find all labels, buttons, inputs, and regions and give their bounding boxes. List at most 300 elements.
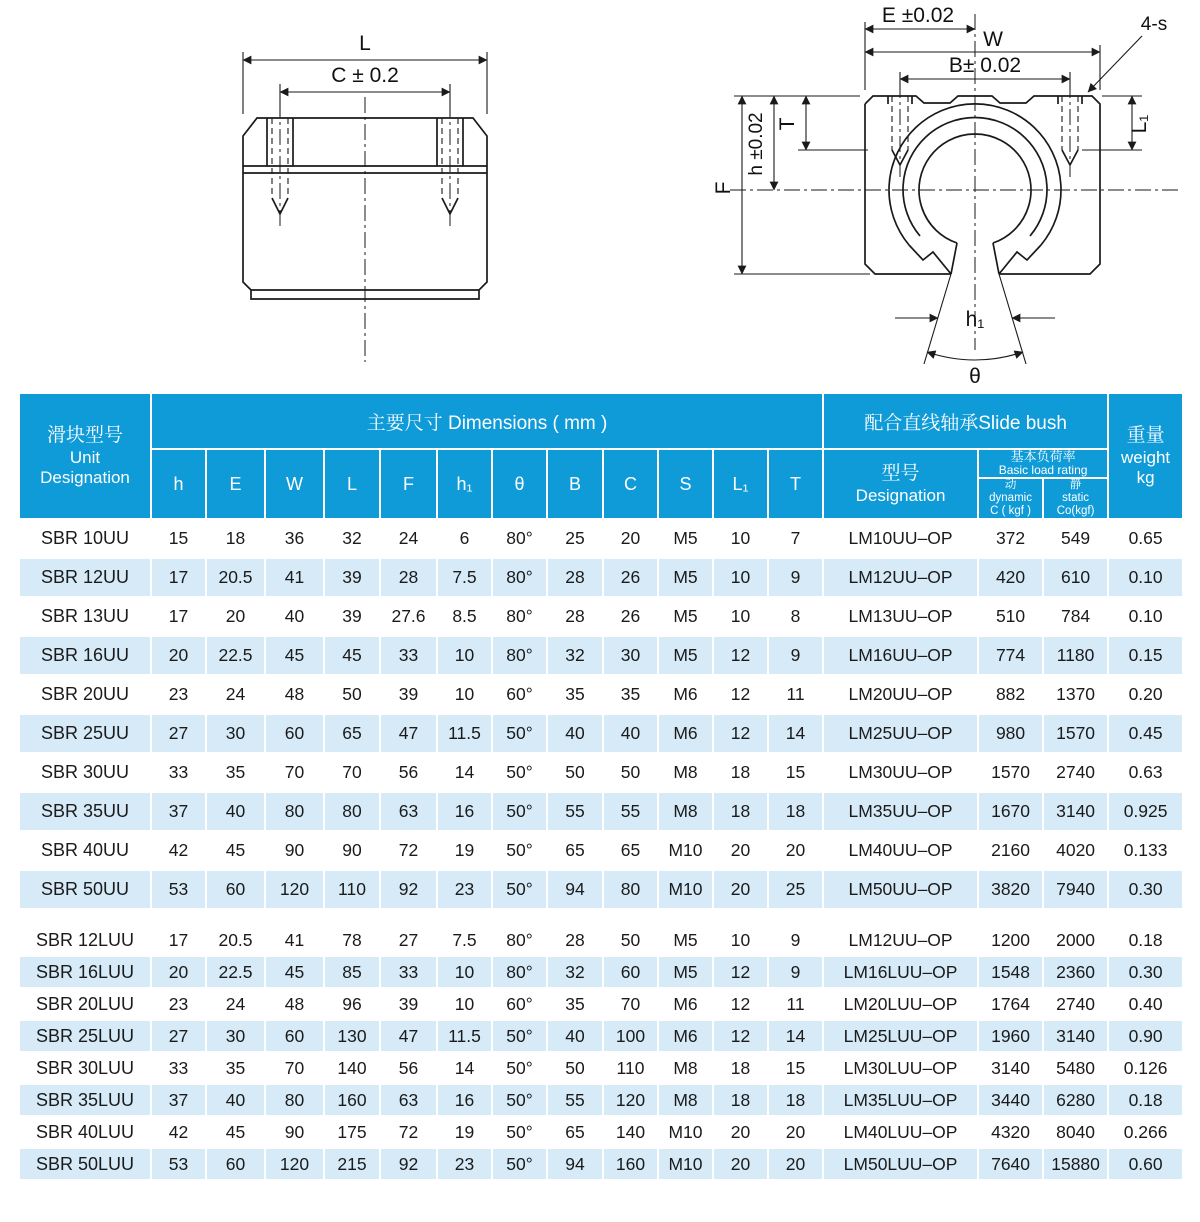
value-cell: 33 bbox=[380, 956, 437, 988]
value-cell: M5 bbox=[658, 558, 713, 597]
value-cell: 15 bbox=[768, 753, 823, 792]
model-cell: SBR 12UU bbox=[19, 558, 151, 597]
value-cell: 40 bbox=[547, 1020, 603, 1052]
value-cell: 372 bbox=[978, 519, 1043, 558]
header-col-theta: θ bbox=[492, 449, 547, 519]
value-cell: 20 bbox=[206, 597, 265, 636]
value-cell: 20 bbox=[768, 1116, 823, 1148]
value-cell: 55 bbox=[547, 792, 603, 831]
dim-label-b: B± 0.02 bbox=[948, 54, 1022, 77]
header-col-h: h bbox=[151, 449, 206, 519]
value-cell: 18 bbox=[206, 519, 265, 558]
value-cell: 0.65 bbox=[1108, 519, 1183, 558]
value-cell: 10 bbox=[437, 956, 492, 988]
value-cell: 20 bbox=[768, 831, 823, 870]
value-cell: 20 bbox=[151, 636, 206, 675]
value-cell: 50 bbox=[603, 924, 658, 956]
value-cell: 1764 bbox=[978, 988, 1043, 1020]
table-row bbox=[19, 956, 1183, 988]
value-cell: 37 bbox=[151, 792, 206, 831]
value-cell: 0.90 bbox=[1108, 1020, 1183, 1052]
value-cell: 80° bbox=[492, 636, 547, 675]
table-row bbox=[19, 831, 1183, 870]
value-cell: LM20UU–OP bbox=[823, 675, 978, 714]
value-cell: 10 bbox=[437, 675, 492, 714]
model-cell: SBR 20UU bbox=[19, 675, 151, 714]
value-cell: 5480 bbox=[1043, 1052, 1108, 1084]
value-cell: LM50UU–OP bbox=[823, 870, 978, 909]
value-cell: 37 bbox=[151, 1084, 206, 1116]
value-cell: 41 bbox=[265, 924, 324, 956]
value-cell: 15 bbox=[151, 519, 206, 558]
value-cell: 65 bbox=[603, 831, 658, 870]
value-cell: 80° bbox=[492, 597, 547, 636]
value-cell: 72 bbox=[380, 1116, 437, 1148]
value-cell: 80 bbox=[603, 870, 658, 909]
value-cell: 39 bbox=[324, 597, 380, 636]
value-cell: 12 bbox=[713, 1020, 768, 1052]
value-cell: 120 bbox=[265, 1148, 324, 1180]
value-cell: M8 bbox=[658, 1052, 713, 1084]
table-body bbox=[19, 519, 1183, 1180]
value-cell: 85 bbox=[324, 956, 380, 988]
value-cell: 18 bbox=[713, 753, 768, 792]
value-cell: 50° bbox=[492, 753, 547, 792]
value-cell: 110 bbox=[324, 870, 380, 909]
value-cell: 18 bbox=[713, 1084, 768, 1116]
value-cell: 48 bbox=[265, 988, 324, 1020]
value-cell: 140 bbox=[324, 1052, 380, 1084]
table-row bbox=[19, 753, 1183, 792]
value-cell: 39 bbox=[380, 988, 437, 1020]
value-cell: 45 bbox=[265, 956, 324, 988]
value-cell: 24 bbox=[380, 519, 437, 558]
value-cell: 4020 bbox=[1043, 831, 1108, 870]
value-cell: 130 bbox=[324, 1020, 380, 1052]
value-cell: 47 bbox=[380, 1020, 437, 1052]
value-cell: 50 bbox=[547, 1052, 603, 1084]
value-cell: 20 bbox=[713, 1148, 768, 1180]
value-cell: 50 bbox=[547, 753, 603, 792]
model-cell: SBR 13UU bbox=[19, 597, 151, 636]
header-dimensions-group: 主要尺寸 Dimensions ( mm ) bbox=[151, 393, 823, 449]
value-cell: 120 bbox=[265, 870, 324, 909]
value-cell: LM16UU–OP bbox=[823, 636, 978, 675]
value-cell: 53 bbox=[151, 870, 206, 909]
table-row bbox=[19, 675, 1183, 714]
model-cell: SBR 10UU bbox=[19, 519, 151, 558]
value-cell: 90 bbox=[265, 831, 324, 870]
value-cell: 25 bbox=[768, 870, 823, 909]
dim-label-l1: L₁ bbox=[1128, 114, 1151, 134]
table-row bbox=[19, 1116, 1183, 1148]
value-cell: 45 bbox=[324, 636, 380, 675]
value-cell: M5 bbox=[658, 597, 713, 636]
value-cell: 40 bbox=[206, 792, 265, 831]
value-cell: 26 bbox=[603, 558, 658, 597]
value-cell: 175 bbox=[324, 1116, 380, 1148]
table-row bbox=[19, 1020, 1183, 1052]
value-cell: M8 bbox=[658, 792, 713, 831]
value-cell: 6 bbox=[437, 519, 492, 558]
value-cell: 20.5 bbox=[206, 558, 265, 597]
value-cell: 17 bbox=[151, 558, 206, 597]
value-cell: 42 bbox=[151, 831, 206, 870]
value-cell: M10 bbox=[658, 870, 713, 909]
table-row bbox=[19, 988, 1183, 1020]
value-cell: 120 bbox=[603, 1084, 658, 1116]
value-cell: 12 bbox=[713, 714, 768, 753]
value-cell: 3440 bbox=[978, 1084, 1043, 1116]
value-cell: 60° bbox=[492, 675, 547, 714]
value-cell: 140 bbox=[603, 1116, 658, 1148]
value-cell: 2740 bbox=[1043, 988, 1108, 1020]
value-cell: 33 bbox=[380, 636, 437, 675]
value-cell: 60 bbox=[265, 714, 324, 753]
value-cell: 12 bbox=[713, 988, 768, 1020]
value-cell: 27 bbox=[151, 1020, 206, 1052]
value-cell: 15 bbox=[768, 1052, 823, 1084]
dim-label-t: T bbox=[776, 117, 799, 131]
model-cell: SBR 50LUU bbox=[19, 1148, 151, 1180]
value-cell: 33 bbox=[151, 1052, 206, 1084]
value-cell: 27 bbox=[151, 714, 206, 753]
value-cell: 80° bbox=[492, 956, 547, 988]
dim-label-h: h ±0.02 bbox=[746, 112, 767, 176]
value-cell: 22.5 bbox=[206, 636, 265, 675]
value-cell: 26 bbox=[603, 597, 658, 636]
value-cell: 17 bbox=[151, 597, 206, 636]
value-cell: 45 bbox=[206, 831, 265, 870]
value-cell: LM40LUU–OP bbox=[823, 1116, 978, 1148]
value-cell: 55 bbox=[603, 792, 658, 831]
value-cell: 6280 bbox=[1043, 1084, 1108, 1116]
value-cell: 28 bbox=[547, 558, 603, 597]
value-cell: 20 bbox=[768, 1148, 823, 1180]
value-cell: 0.126 bbox=[1108, 1052, 1183, 1084]
value-cell: LM20LUU–OP bbox=[823, 988, 978, 1020]
value-cell: 72 bbox=[380, 831, 437, 870]
value-cell: 94 bbox=[547, 870, 603, 909]
value-cell: 70 bbox=[324, 753, 380, 792]
value-cell: 50° bbox=[492, 1020, 547, 1052]
dim-label-f: F bbox=[712, 181, 735, 195]
table-row bbox=[19, 636, 1183, 675]
value-cell: 18 bbox=[768, 792, 823, 831]
value-cell: 90 bbox=[324, 831, 380, 870]
value-cell: 30 bbox=[206, 714, 265, 753]
value-cell: 70 bbox=[265, 753, 324, 792]
group-gap bbox=[19, 909, 1183, 924]
value-cell: 10 bbox=[437, 636, 492, 675]
header-col-b: B bbox=[547, 449, 603, 519]
value-cell: 0.266 bbox=[1108, 1116, 1183, 1148]
value-cell: 28 bbox=[547, 597, 603, 636]
value-cell: 32 bbox=[547, 636, 603, 675]
value-cell: LM12UU–OP bbox=[823, 558, 978, 597]
value-cell: 8 bbox=[768, 597, 823, 636]
model-cell: SBR 25LUU bbox=[19, 1020, 151, 1052]
model-cell: SBR 50UU bbox=[19, 870, 151, 909]
value-cell: 23 bbox=[151, 988, 206, 1020]
value-cell: 7.5 bbox=[437, 924, 492, 956]
model-cell: SBR 12LUU bbox=[19, 924, 151, 956]
value-cell: 0.925 bbox=[1108, 792, 1183, 831]
value-cell: 50° bbox=[492, 714, 547, 753]
value-cell: 20 bbox=[603, 519, 658, 558]
value-cell: 1180 bbox=[1043, 636, 1108, 675]
value-cell: LM12UU–OP bbox=[823, 924, 978, 956]
value-cell: 60 bbox=[603, 956, 658, 988]
header-basic-load-rating: 基本负荷率 Basic load rating bbox=[978, 449, 1108, 478]
value-cell: 20 bbox=[713, 1116, 768, 1148]
value-cell: 20 bbox=[713, 870, 768, 909]
table-header bbox=[19, 393, 1183, 519]
value-cell: M6 bbox=[658, 1020, 713, 1052]
value-cell: 41 bbox=[265, 558, 324, 597]
value-cell: 35 bbox=[206, 1052, 265, 1084]
value-cell: 549 bbox=[1043, 519, 1108, 558]
value-cell: 20 bbox=[713, 831, 768, 870]
value-cell: 14 bbox=[437, 753, 492, 792]
value-cell: 45 bbox=[265, 636, 324, 675]
value-cell: 2000 bbox=[1043, 924, 1108, 956]
value-cell: 35 bbox=[206, 753, 265, 792]
value-cell: 92 bbox=[380, 1148, 437, 1180]
value-cell: 2740 bbox=[1043, 753, 1108, 792]
value-cell: 774 bbox=[978, 636, 1043, 675]
value-cell: 23 bbox=[437, 1148, 492, 1180]
value-cell: 18 bbox=[713, 1052, 768, 1084]
dim-label-l: L bbox=[359, 32, 371, 55]
value-cell: 35 bbox=[547, 675, 603, 714]
value-cell: 28 bbox=[547, 924, 603, 956]
value-cell: 56 bbox=[380, 753, 437, 792]
value-cell: 42 bbox=[151, 1116, 206, 1148]
value-cell: 1570 bbox=[978, 753, 1043, 792]
value-cell: 0.15 bbox=[1108, 636, 1183, 675]
value-cell: 2360 bbox=[1043, 956, 1108, 988]
value-cell: 215 bbox=[324, 1148, 380, 1180]
header-dynamic-load: 动 dynamic C ( kgf ) bbox=[978, 478, 1043, 519]
value-cell: 48 bbox=[265, 675, 324, 714]
model-cell: SBR 40UU bbox=[19, 831, 151, 870]
header-unit-designation: 滑块型号 Unit Designation bbox=[19, 393, 151, 519]
table-row bbox=[19, 597, 1183, 636]
header-bush-designation: 型号 Designation bbox=[823, 449, 978, 519]
value-cell: 60 bbox=[206, 1148, 265, 1180]
value-cell: 3140 bbox=[1043, 1020, 1108, 1052]
header-col-l: L bbox=[324, 449, 380, 519]
value-cell: M6 bbox=[658, 675, 713, 714]
value-cell: 0.18 bbox=[1108, 924, 1183, 956]
value-cell: 11.5 bbox=[437, 1020, 492, 1052]
value-cell: 11 bbox=[768, 988, 823, 1020]
value-cell: 1370 bbox=[1043, 675, 1108, 714]
value-cell: 10 bbox=[713, 597, 768, 636]
value-cell: 50° bbox=[492, 792, 547, 831]
value-cell: 9 bbox=[768, 558, 823, 597]
header-col-c: C bbox=[603, 449, 658, 519]
value-cell: 47 bbox=[380, 714, 437, 753]
value-cell: 9 bbox=[768, 956, 823, 988]
table-row bbox=[19, 1084, 1183, 1116]
value-cell: 10 bbox=[713, 519, 768, 558]
value-cell: 0.18 bbox=[1108, 1084, 1183, 1116]
value-cell: 19 bbox=[437, 1116, 492, 1148]
value-cell: 17 bbox=[151, 924, 206, 956]
header-col-w: W bbox=[265, 449, 324, 519]
value-cell: LM35UU–OP bbox=[823, 792, 978, 831]
value-cell: M5 bbox=[658, 519, 713, 558]
value-cell: 70 bbox=[603, 988, 658, 1020]
value-cell: 50 bbox=[603, 753, 658, 792]
value-cell: LM16LUU–OP bbox=[823, 956, 978, 988]
value-cell: M5 bbox=[658, 924, 713, 956]
value-cell: M6 bbox=[658, 988, 713, 1020]
value-cell: LM50LUU–OP bbox=[823, 1148, 978, 1180]
table-row bbox=[19, 558, 1183, 597]
value-cell: M6 bbox=[658, 714, 713, 753]
value-cell: LM25LUU–OP bbox=[823, 1020, 978, 1052]
value-cell: LM30LUU–OP bbox=[823, 1052, 978, 1084]
value-cell: 23 bbox=[437, 870, 492, 909]
value-cell: 35 bbox=[603, 675, 658, 714]
value-cell: 18 bbox=[713, 792, 768, 831]
value-cell: 40 bbox=[603, 714, 658, 753]
header-slide-bush-group: 配合直线轴承Slide bush bbox=[823, 393, 1108, 449]
value-cell: 8040 bbox=[1043, 1116, 1108, 1148]
value-cell: 0.133 bbox=[1108, 831, 1183, 870]
value-cell: 0.45 bbox=[1108, 714, 1183, 753]
value-cell: 15880 bbox=[1043, 1148, 1108, 1180]
value-cell: 56 bbox=[380, 1052, 437, 1084]
value-cell: 60 bbox=[206, 870, 265, 909]
value-cell: 96 bbox=[324, 988, 380, 1020]
value-cell: 20 bbox=[151, 956, 206, 988]
model-cell: SBR 35UU bbox=[19, 792, 151, 831]
value-cell: 50 bbox=[324, 675, 380, 714]
dim-label-theta: θ bbox=[969, 365, 981, 388]
value-cell: 80° bbox=[492, 519, 547, 558]
value-cell: 0.40 bbox=[1108, 988, 1183, 1020]
table-row bbox=[19, 792, 1183, 831]
value-cell: M10 bbox=[658, 831, 713, 870]
value-cell: 65 bbox=[324, 714, 380, 753]
value-cell: 23 bbox=[151, 675, 206, 714]
value-cell: 32 bbox=[324, 519, 380, 558]
value-cell: 80 bbox=[265, 1084, 324, 1116]
value-cell: 90 bbox=[265, 1116, 324, 1148]
model-cell: SBR 35LUU bbox=[19, 1084, 151, 1116]
model-cell: SBR 40LUU bbox=[19, 1116, 151, 1148]
value-cell: 55 bbox=[547, 1084, 603, 1116]
value-cell: 610 bbox=[1043, 558, 1108, 597]
model-cell: SBR 30UU bbox=[19, 753, 151, 792]
header-weight: 重量 weight kg bbox=[1108, 393, 1183, 519]
value-cell: 3140 bbox=[1043, 792, 1108, 831]
value-cell: 784 bbox=[1043, 597, 1108, 636]
value-cell: 50° bbox=[492, 1052, 547, 1084]
value-cell: 65 bbox=[547, 1116, 603, 1148]
model-cell: SBR 30LUU bbox=[19, 1052, 151, 1084]
dim-label-e: E ±0.02 bbox=[881, 4, 955, 27]
value-cell: 9 bbox=[768, 924, 823, 956]
model-cell: SBR 25UU bbox=[19, 714, 151, 753]
value-cell: 0.63 bbox=[1108, 753, 1183, 792]
value-cell: 12 bbox=[713, 636, 768, 675]
value-cell: 63 bbox=[380, 792, 437, 831]
value-cell: 27.6 bbox=[380, 597, 437, 636]
value-cell: 32 bbox=[547, 956, 603, 988]
value-cell: 20.5 bbox=[206, 924, 265, 956]
value-cell: 24 bbox=[206, 675, 265, 714]
value-cell: 50° bbox=[492, 1116, 547, 1148]
dim-label-c: C ± 0.2 bbox=[331, 64, 399, 87]
value-cell: 14 bbox=[437, 1052, 492, 1084]
value-cell: 24 bbox=[206, 988, 265, 1020]
header-col-l1: L₁ bbox=[713, 449, 768, 519]
table-row bbox=[19, 519, 1183, 558]
value-cell: 25 bbox=[547, 519, 603, 558]
header-col-t: T bbox=[768, 449, 823, 519]
value-cell: 7940 bbox=[1043, 870, 1108, 909]
value-cell: 510 bbox=[978, 597, 1043, 636]
value-cell: 9 bbox=[768, 636, 823, 675]
header-static-load: 静 static Co(kgf) bbox=[1043, 478, 1108, 519]
value-cell: 50° bbox=[492, 831, 547, 870]
value-cell: 1670 bbox=[978, 792, 1043, 831]
value-cell: M5 bbox=[658, 636, 713, 675]
value-cell: 50° bbox=[492, 870, 547, 909]
model-cell: SBR 16LUU bbox=[19, 956, 151, 988]
dim-label-w: W bbox=[983, 28, 1003, 51]
value-cell: 7.5 bbox=[437, 558, 492, 597]
dim-label-h1: h₁ bbox=[965, 308, 985, 331]
value-cell: 14 bbox=[768, 714, 823, 753]
model-cell: SBR 16UU bbox=[19, 636, 151, 675]
value-cell: M8 bbox=[658, 753, 713, 792]
value-cell: 4320 bbox=[978, 1116, 1043, 1148]
value-cell: 14 bbox=[768, 1020, 823, 1052]
value-cell: 160 bbox=[324, 1084, 380, 1116]
value-cell: M10 bbox=[658, 1116, 713, 1148]
value-cell: 0.30 bbox=[1108, 870, 1183, 909]
value-cell: 80 bbox=[265, 792, 324, 831]
value-cell: 40 bbox=[547, 714, 603, 753]
table-row bbox=[19, 870, 1183, 909]
value-cell: 94 bbox=[547, 1148, 603, 1180]
value-cell: 1548 bbox=[978, 956, 1043, 988]
value-cell: 80° bbox=[492, 558, 547, 597]
value-cell: 78 bbox=[324, 924, 380, 956]
table-row bbox=[19, 1148, 1183, 1180]
value-cell: 65 bbox=[547, 831, 603, 870]
header-col-e: E bbox=[206, 449, 265, 519]
value-cell: 70 bbox=[265, 1052, 324, 1084]
value-cell: 30 bbox=[206, 1020, 265, 1052]
value-cell: 8.5 bbox=[437, 597, 492, 636]
value-cell: 980 bbox=[978, 714, 1043, 753]
value-cell: 10 bbox=[437, 988, 492, 1020]
value-cell: 11.5 bbox=[437, 714, 492, 753]
value-cell: 19 bbox=[437, 831, 492, 870]
value-cell: LM25UU–OP bbox=[823, 714, 978, 753]
value-cell: 10 bbox=[713, 558, 768, 597]
technical-drawings bbox=[0, 0, 1200, 392]
value-cell: LM35LUU–OP bbox=[823, 1084, 978, 1116]
value-cell: 60° bbox=[492, 988, 547, 1020]
